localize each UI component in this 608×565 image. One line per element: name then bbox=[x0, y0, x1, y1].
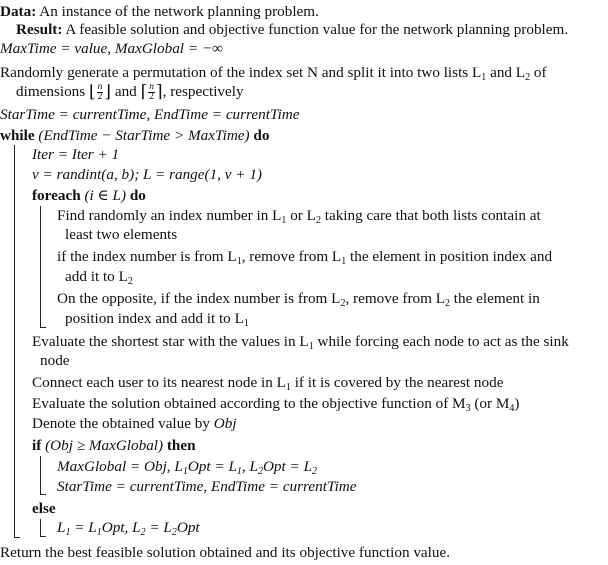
text: L bbox=[57, 519, 66, 536]
perm-text: Randomly generate a permutation of the index set N and split it into two lists L bbox=[0, 64, 482, 81]
randint-line: v = randint(a, b); L = range(1, v + 1) bbox=[32, 166, 262, 183]
init-line: MaxTime = value, MaxGlobal = −∞ bbox=[0, 40, 223, 57]
iter-line: Iter = Iter + 1 bbox=[32, 146, 120, 163]
data-text: An instance of the network planning problem. bbox=[39, 3, 319, 20]
perm-text: dimensions bbox=[16, 83, 89, 100]
return-line: Return the best feasible solution obtained and its objective function value. bbox=[0, 544, 451, 561]
foreach-step-1b: least two elements bbox=[65, 226, 178, 243]
else-block-rule bbox=[40, 519, 41, 537]
text: = L bbox=[145, 519, 172, 536]
else-restore-line bbox=[57, 519, 200, 537]
frac-num: n bbox=[149, 82, 154, 93]
else-block-foot bbox=[40, 536, 46, 537]
keyword-do: do bbox=[129, 187, 146, 204]
sub: 1 bbox=[285, 382, 291, 393]
sub: 2 bbox=[140, 527, 146, 538]
foreach-step-2b bbox=[65, 268, 133, 286]
while-line bbox=[0, 127, 269, 145]
sub: 1 bbox=[96, 527, 102, 538]
sub: 1 bbox=[236, 256, 242, 267]
sub: 2 bbox=[525, 72, 531, 83]
text: Evaluate the shortest star with the values in L bbox=[32, 333, 309, 350]
sub: 1 bbox=[341, 256, 347, 267]
denote-line bbox=[32, 415, 237, 433]
foreach-step-3b bbox=[65, 310, 249, 328]
while-block-rule bbox=[14, 145, 15, 538]
text: Find randomly an index number in L bbox=[57, 207, 282, 224]
frac-num: n bbox=[97, 82, 103, 93]
ceil-right: ⌉ bbox=[155, 82, 163, 101]
text: Opt bbox=[176, 519, 200, 536]
text: Obj bbox=[213, 415, 237, 432]
sub: 1 bbox=[65, 527, 71, 538]
text: the element in bbox=[449, 290, 540, 307]
result-label: Result: bbox=[16, 21, 63, 38]
time-init-line: StarTime = currentTime, EndTime = currentTime bbox=[0, 106, 300, 123]
text: the element in position index and bbox=[346, 248, 553, 265]
text: position index and add it to L bbox=[65, 310, 244, 327]
fraction bbox=[148, 83, 155, 102]
evaluate-star-line-b: node bbox=[40, 352, 70, 369]
foreach-block-foot bbox=[40, 327, 46, 328]
sub: 2 bbox=[171, 527, 177, 538]
frac-den: 2 bbox=[97, 92, 103, 103]
text: On the opposite, if the index number is from L bbox=[57, 290, 341, 307]
sub: 4 bbox=[509, 403, 515, 414]
sub: 2 bbox=[127, 276, 133, 287]
text: Opt = L bbox=[262, 458, 313, 475]
text: if the index number is from L bbox=[57, 248, 237, 265]
keyword-foreach: foreach bbox=[32, 187, 81, 204]
perm-text: , respectively bbox=[162, 83, 244, 100]
foreach-step-3a bbox=[57, 290, 540, 308]
text: Opt = L bbox=[187, 458, 237, 475]
text: Opt, L bbox=[101, 519, 141, 536]
floor-left: ⌊ bbox=[89, 82, 96, 101]
foreach-line bbox=[32, 187, 146, 205]
keyword-if: if bbox=[32, 437, 42, 454]
text: (or M bbox=[470, 395, 510, 412]
sub: 1 bbox=[182, 466, 188, 477]
data-line bbox=[0, 3, 319, 21]
sub: 1 bbox=[281, 215, 287, 226]
while-condition: (EndTime − StarTime > MaxTime) bbox=[38, 127, 250, 144]
foreach-step-2a bbox=[57, 248, 552, 266]
evaluate-star-line-a bbox=[32, 333, 569, 351]
if-condition: (Obj ≥ MaxGlobal) bbox=[45, 437, 164, 454]
sub: 2 bbox=[257, 466, 263, 477]
while-block-foot bbox=[14, 537, 20, 538]
maxglobal-line bbox=[57, 458, 317, 476]
fraction bbox=[97, 83, 104, 102]
text: , remove from L bbox=[345, 290, 445, 307]
sub: 1 bbox=[243, 318, 249, 329]
sub: 2 bbox=[312, 466, 318, 477]
floor-right: ⌋ bbox=[104, 82, 112, 101]
keyword-while: while bbox=[0, 127, 35, 144]
sub: 2 bbox=[315, 215, 321, 226]
sub: 1 bbox=[481, 72, 487, 83]
result-line bbox=[16, 21, 568, 39]
result-text: A feasible solution and objective function value for the network planning problem. bbox=[65, 21, 569, 38]
text: Connect each user to its nearest node in L bbox=[32, 374, 286, 391]
foreach-condition: (i ∈ L) bbox=[84, 187, 127, 204]
text: = L bbox=[70, 519, 97, 536]
if-block-foot bbox=[40, 494, 46, 495]
sub: 1 bbox=[308, 341, 314, 352]
foreach-step-1a bbox=[57, 207, 541, 225]
keyword-else: else bbox=[32, 500, 56, 517]
text: add it to L bbox=[65, 268, 128, 285]
ceil-left: ⌈ bbox=[140, 82, 148, 101]
evaluate-objective-line bbox=[32, 395, 519, 413]
sub: 2 bbox=[444, 298, 450, 309]
keyword-do: do bbox=[253, 127, 270, 144]
text: or L bbox=[286, 207, 316, 224]
permutation-line-2 bbox=[16, 83, 244, 102]
text: Denote the obtained value by bbox=[32, 415, 214, 432]
permutation-line-1 bbox=[0, 64, 547, 82]
frac-den: 2 bbox=[149, 92, 154, 103]
perm-text: and L bbox=[486, 64, 526, 81]
connect-users-line bbox=[32, 374, 503, 392]
text: if it is covered by the nearest node bbox=[290, 374, 504, 391]
keyword-then: then bbox=[166, 437, 196, 454]
sub: 1 bbox=[236, 466, 242, 477]
if-block-rule bbox=[40, 456, 41, 495]
text: MaxGlobal = Obj, L bbox=[57, 458, 183, 475]
if-line bbox=[32, 437, 196, 455]
perm-text: and bbox=[111, 83, 141, 100]
startime-reset-line: StarTime = currentTime, EndTime = currentTime bbox=[57, 478, 357, 495]
sub: 2 bbox=[340, 298, 346, 309]
data-label: Data: bbox=[0, 3, 37, 20]
perm-text: of bbox=[530, 64, 547, 81]
text: ) bbox=[514, 395, 520, 412]
sub: 3 bbox=[465, 403, 471, 414]
text: while forcing each node to act as the sink bbox=[313, 333, 569, 350]
text: , L bbox=[241, 458, 258, 475]
foreach-block-rule bbox=[40, 206, 41, 328]
text: , remove from L bbox=[241, 248, 342, 265]
text: taking care that both lists contain at bbox=[320, 207, 541, 224]
text: Evaluate the solution obtained according to the objective function of M bbox=[32, 395, 466, 412]
